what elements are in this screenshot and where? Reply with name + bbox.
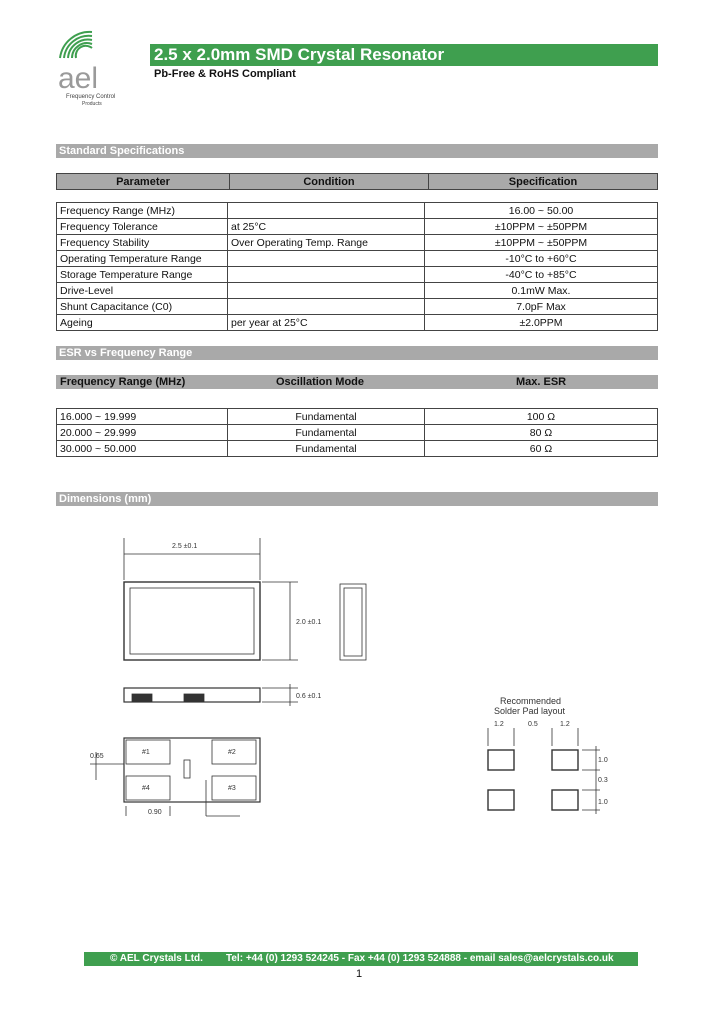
page-subtitle: Pb-Free & RoHS Compliant [154,68,296,80]
pin-4-label: #4 [142,785,150,792]
esr-header [56,375,658,389]
ael-logo [52,28,144,108]
solder-side-3: 1.0 [598,799,608,806]
table-row: 20.000 ~ 29.999 Fundamental 80 Ω [57,425,658,441]
pin-1-label: #1 [142,749,150,756]
esr-section-title: ESR vs Frequency Range [56,346,658,360]
pin-2-label: #2 [228,749,236,756]
table-row: Frequency Stability Over Operating Temp. Range ±10PPM ~ ±50PPM [57,235,658,251]
dimension-drawing [0,520,720,840]
page-title: 2.5 x 2.0mm SMD Crystal Resonator [150,44,658,66]
solder-top-1: 1.2 [494,721,504,728]
height-label: 0.6 ±0.1 [296,693,322,700]
esr-col-range: Frequency Range (MHz) [60,376,186,388]
table-row: Frequency Tolerance at 25°C ±10PPM ~ ±50PPM [57,219,658,235]
pad-dimension-a: 0.65 [90,753,104,760]
logo-tagline-2: Products [82,101,102,107]
table-row: Ageing per year at 25°C ±2.0PPM [57,315,658,331]
footer-contact: Tel: +44 (0) 1293 524245 - Fax +44 (0) 1293 524888 - email sales@aelcrystals.co.uk [226,953,614,964]
table-row: Shunt Capacitance (C0) 7.0pF Max [57,299,658,315]
table-row: 30.000 ~ 50.000 Fundamental 60 Ω [57,441,658,457]
page-number: 1 [356,968,363,980]
solder-side-1: 1.0 [598,757,608,764]
solder-top-2: 0.5 [528,721,538,728]
pad-dimension-b: 0.90 [148,809,162,816]
spec-table [56,202,658,331]
table-row: Operating Temperature Range -10°C to +60°C [57,251,658,267]
standard-spec-section-title: Standard Specifications [56,144,658,158]
table-row: Drive-Level 0.1mW Max. [57,283,658,299]
logo-brand-text: ael [58,62,99,95]
spec-header-table [56,173,658,190]
table-row: Storage Temperature Range -40°C to +85°C [57,267,658,283]
spec-col-specification: Specification [429,174,658,190]
width-label: 2.0 ±0.1 [296,619,322,626]
footer-bar [84,952,638,966]
dimensions-section-title: Dimensions (mm) [56,492,658,506]
logo-tagline-1: Frequency Control [66,94,116,100]
table-row: Frequency Range (MHz) 16.00 ~ 50.00 [57,203,658,219]
footer-company: © AEL Crystals Ltd. [110,953,203,964]
length-label: 2.5 ±0.1 [172,543,198,550]
pin-3-label: #3 [228,785,236,792]
solder-title-line2: Solder Pad layout [494,706,566,716]
esr-col-mode: Oscillation Mode [276,376,365,388]
spec-col-parameter: Parameter [57,174,230,190]
table-row: 16.000 ~ 19.999 Fundamental 100 Ω [57,409,658,425]
solder-top-3: 1.2 [560,721,570,728]
esr-table [56,408,658,457]
spec-col-condition: Condition [230,174,429,190]
esr-col-esr: Max. ESR [516,376,567,388]
solder-side-2: 0.3 [598,777,608,784]
solder-title-line1: Recommended [500,696,562,706]
